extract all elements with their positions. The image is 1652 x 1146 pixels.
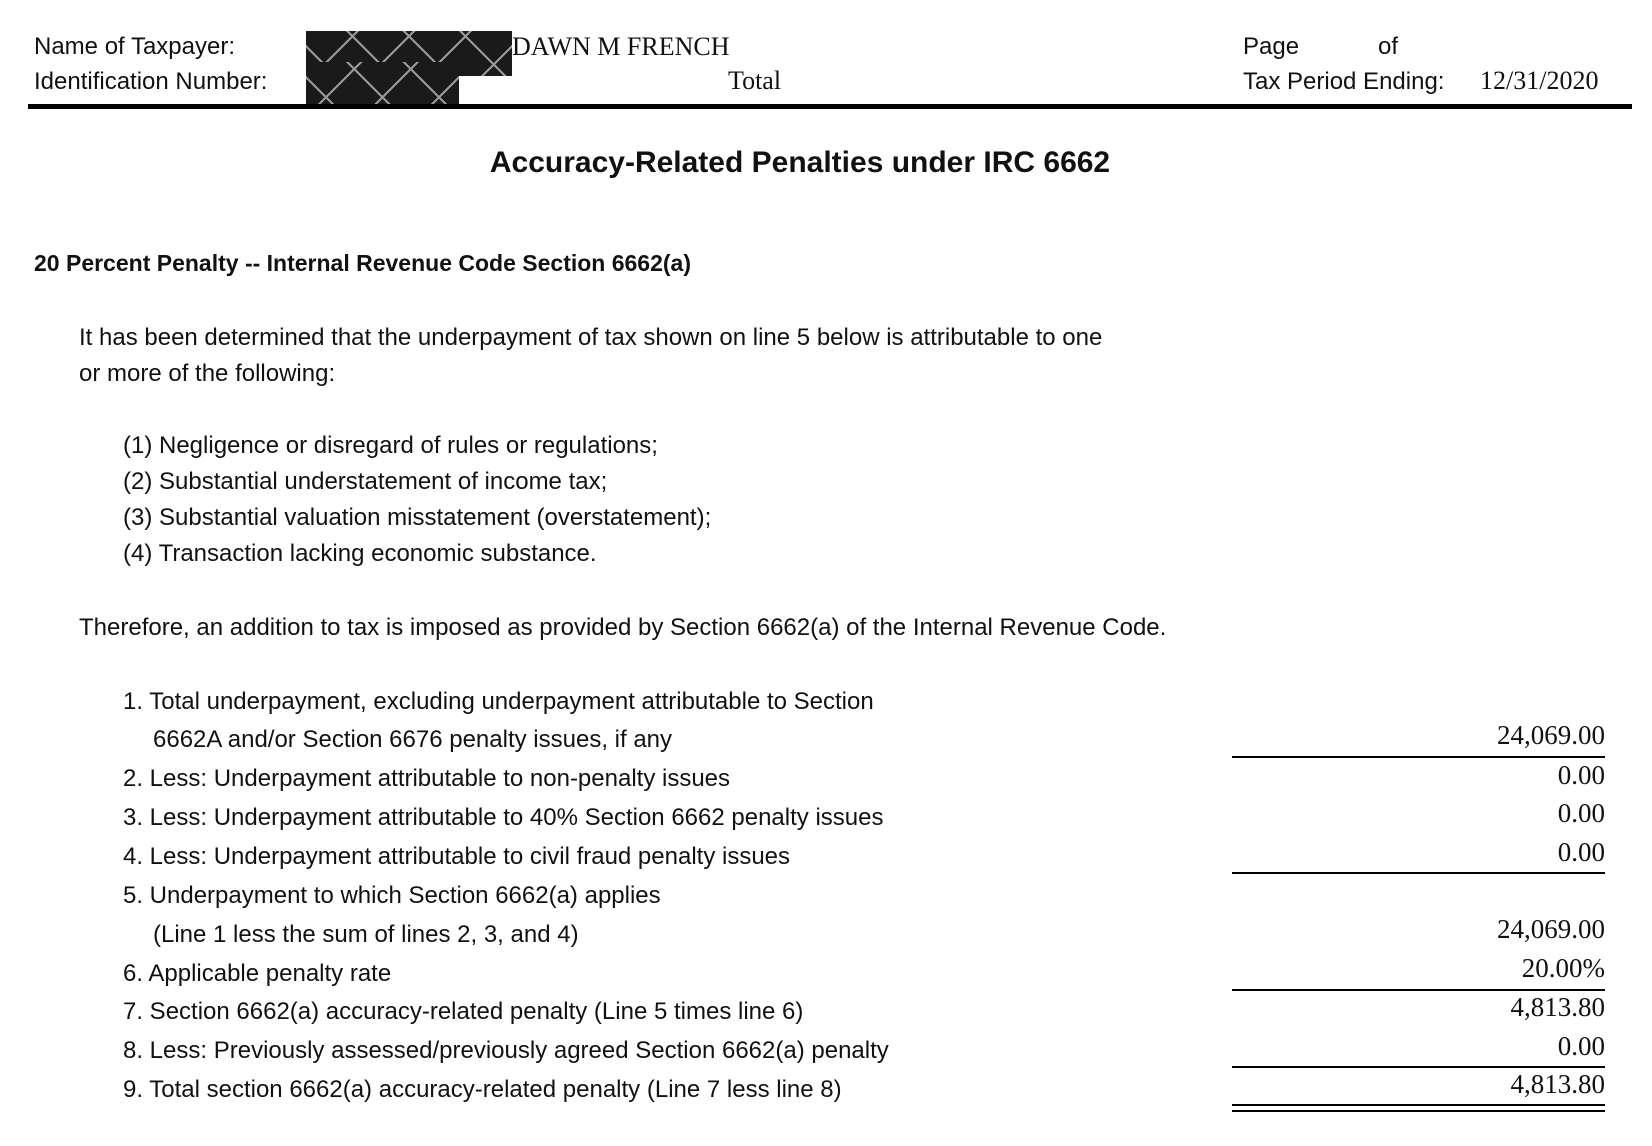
line-9-label: 9. Total section 6662(a) accuracy-related penalty (Line 7 less line 8) — [123, 1076, 842, 1103]
line-1-label-continued: 6662A and/or Section 6676 penalty issues, if any — [153, 726, 673, 753]
section-heading: 20 Percent Penalty -- Internal Revenue Code Section 6662(a) — [34, 250, 692, 276]
line-4-underline — [1232, 872, 1605, 874]
reason-item: (3) Substantial valuation misstatement (overstatement); — [123, 504, 712, 531]
line-1-label: 1. Total underpayment, excluding underpayment attributable to Section — [123, 688, 874, 715]
line-2-amount: 0.00 — [1557, 760, 1605, 790]
header-divider — [28, 104, 1632, 109]
line-5-amount: 24,069.00 — [1497, 914, 1605, 944]
redaction-block-id — [306, 62, 459, 107]
tax-period-ending-label: Tax Period Ending: — [1243, 68, 1445, 95]
line-2-label: 2. Less: Underpayment attributable to non-penalty issues — [123, 765, 731, 792]
intro-line-2: or more of the following: — [79, 360, 336, 387]
line-1-amount: 24,069.00 — [1497, 720, 1605, 750]
reason-item: (1) Negligence or disregard of rules or regulations; — [123, 432, 658, 459]
line-6-label: 6. Applicable penalty rate — [123, 960, 392, 987]
line-8-underline — [1232, 1066, 1605, 1068]
line-6-underline — [1232, 989, 1605, 991]
line-5-label-continued: (Line 1 less the sum of lines 2, 3, and 4) — [153, 921, 579, 948]
line-6-amount: 20.00% — [1521, 953, 1605, 983]
line-9-double-underline-bottom — [1232, 1110, 1605, 1112]
reason-item: (2) Substantial understatement of income tax; — [123, 468, 608, 495]
line-4-amount: 0.00 — [1557, 837, 1605, 867]
tax-period-ending-value: 12/31/2020 — [1480, 66, 1599, 95]
line-7-amount: 4,813.80 — [1510, 992, 1605, 1022]
line-3-label: 3. Less: Underpayment attributable to 40% Section 6662 penalty issues — [123, 804, 884, 831]
line-7-label: 7. Section 6662(a) accuracy-related penalty (Line 5 times line 6) — [123, 998, 804, 1025]
intro-line-1: It has been determined that the underpayment of tax shown on line 5 below is attributable to one — [79, 324, 1103, 351]
reason-item: (4) Transaction lacking economic substance. — [123, 540, 597, 567]
identification-number-label: Identification Number: — [34, 68, 268, 95]
page-label: Page — [1243, 33, 1300, 60]
line-5-label: 5. Underpayment to which Section 6662(a) applies — [123, 882, 661, 909]
line-8-label: 8. Less: Previously assessed/previously agreed Section 6662(a) penalty — [123, 1037, 889, 1064]
total-label: Total — [728, 66, 782, 95]
line-9-amount: 4,813.80 — [1510, 1069, 1605, 1099]
of-label: of — [1378, 33, 1399, 60]
line-8-amount: 0.00 — [1557, 1031, 1605, 1061]
line-9-double-underline-top — [1232, 1104, 1605, 1106]
page-title: Accuracy-Related Penalties under IRC 6662 — [489, 146, 1111, 179]
conclusion-text: Therefore, an addition to tax is imposed as provided by Section 6662(a) of the Internal Revenue Code. — [79, 614, 1167, 641]
taxpayer-name: DAWN M FRENCH — [512, 32, 730, 61]
name-of-taxpayer-label: Name of Taxpayer: — [34, 33, 235, 60]
line-4-label: 4. Less: Underpayment attributable to civil fraud penalty issues — [123, 843, 791, 870]
line-1-underline — [1232, 756, 1605, 758]
line-3-amount: 0.00 — [1557, 798, 1605, 828]
